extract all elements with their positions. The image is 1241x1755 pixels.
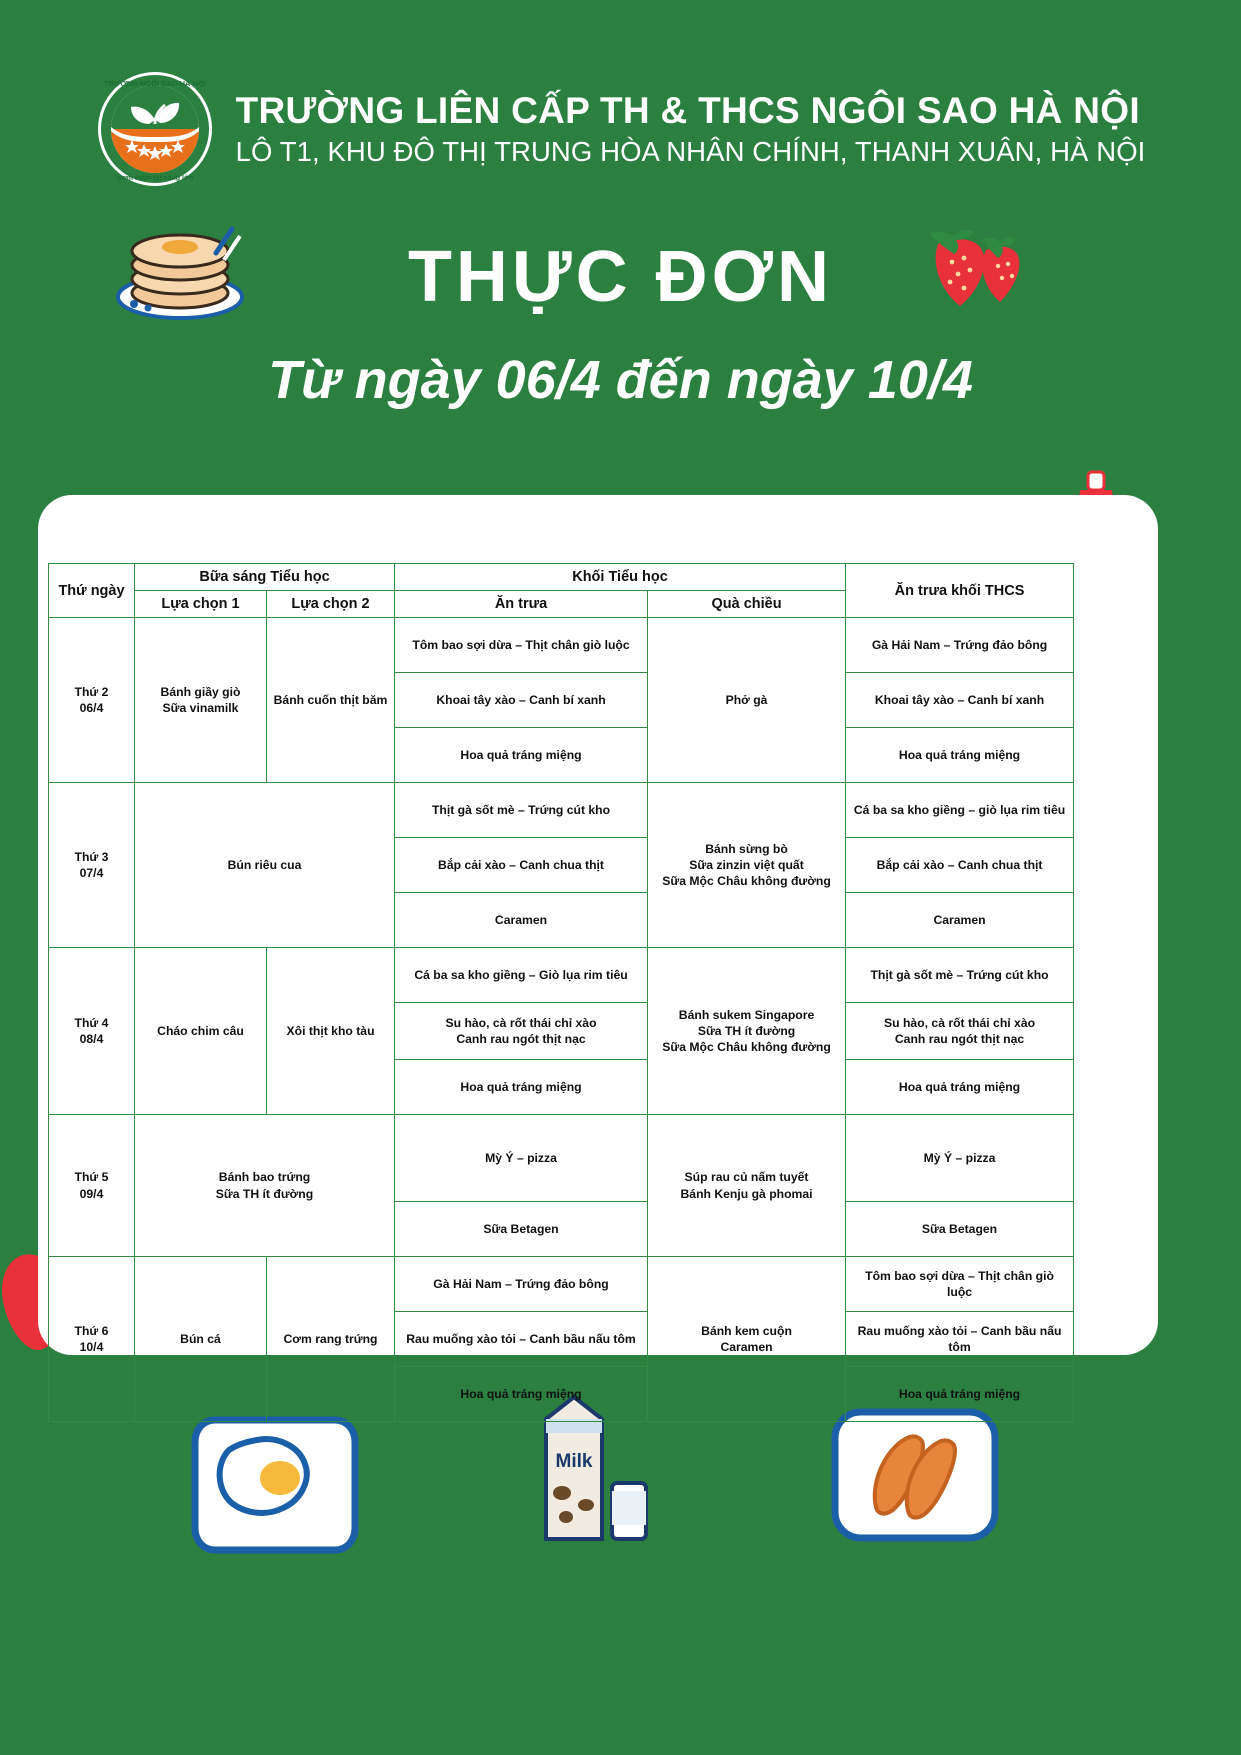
day-cell xyxy=(49,618,135,783)
thcs-line: Su hào, cà rốt thái chỉ xào xyxy=(884,1015,1036,1030)
school-name: TRƯỜNG LIÊN CẤP TH & THCS NGÔI SAO HÀ NỘI xyxy=(235,89,1140,131)
thcs-dish: Hoa quả tráng miệng xyxy=(846,728,1074,783)
breakfast-choice-2: Bánh cuốn thịt băm xyxy=(267,618,395,783)
day-cell xyxy=(49,1257,135,1422)
day-date: 08/4 xyxy=(79,1032,104,1046)
strawberry-icon xyxy=(900,210,1030,325)
breakfast-merged xyxy=(135,1115,395,1257)
day-label: Thứ 3 xyxy=(74,849,109,864)
snack-cell: Phở gà xyxy=(648,618,846,783)
breakfast-choice-1: Cháo chim câu xyxy=(135,948,267,1115)
lunch-dish: Hoa quả tráng miệng xyxy=(395,1367,648,1422)
table-row xyxy=(49,783,1074,838)
breakfast-line: Sữa TH ít đường xyxy=(215,1186,314,1201)
snack-line: Sữa zinzin việt quất xyxy=(689,857,804,872)
day-cell xyxy=(49,1115,135,1257)
choice1-line1: Bánh giầy giò xyxy=(160,684,241,699)
header-choice-1: Lựa chọn 1 xyxy=(135,591,267,618)
thcs-dish: Thịt gà sốt mè – Trứng cút kho xyxy=(846,948,1074,1003)
svg-text:ươm mầm tài năng lớn: ươm mầm tài năng lớn xyxy=(116,175,193,182)
school-logo-icon xyxy=(96,70,214,188)
thcs-dish: Cá ba sa kho giềng – giò lụa rim tiêu xyxy=(846,783,1074,838)
lunch-dish: Cá ba sa kho giềng – Giò lụa rim tiêu xyxy=(395,948,648,1003)
thcs-dish: Rau muống xào tỏi – Canh bầu nấu tôm xyxy=(846,1312,1074,1367)
choice1-line2: Sữa vinamilk xyxy=(162,701,239,715)
lunch-dish: Hoa quả tráng miệng xyxy=(395,728,648,783)
breakfast-choice-2: Xôi thịt kho tàu xyxy=(267,948,395,1115)
header-breakfast-group: Bữa sáng Tiểu học xyxy=(135,564,395,591)
snack-line: Sữa Mộc Châu không đường xyxy=(662,874,831,889)
day-label: Thứ 5 xyxy=(74,1170,109,1185)
snack-line: Sữa TH ít đường xyxy=(697,1023,796,1038)
page-title: THỰC ĐƠN xyxy=(407,237,834,317)
lunch-dish: Khoai tây xào – Canh bí xanh xyxy=(395,673,648,728)
thcs-dish: Sữa Betagen xyxy=(846,1202,1074,1257)
snack-line: Bánh sukem Singapore xyxy=(678,1007,815,1022)
thcs-dish xyxy=(846,1003,1074,1060)
table-header-row-1 xyxy=(49,564,1074,591)
snack-line: Sữa Mộc Châu không đường xyxy=(662,1040,831,1055)
day-date: 09/4 xyxy=(79,1186,104,1201)
thcs-dish: Hoa quả tráng miệng xyxy=(846,1367,1074,1422)
day-date: 10/4 xyxy=(79,1340,104,1354)
thcs-line: Canh rau ngót thịt nạc xyxy=(894,1032,1025,1046)
table-row xyxy=(49,1257,1074,1312)
day-label: Thứ 2 xyxy=(74,684,109,699)
lunch-dish: Thịt gà sốt mè – Trứng cút kho xyxy=(395,783,648,838)
thcs-dish: Gà Hải Nam – Trứng đảo bông xyxy=(846,618,1074,673)
lunch-dish: Gà Hải Nam – Trứng đảo bông xyxy=(395,1257,648,1312)
snack-line: Bánh kem cuộn xyxy=(701,1323,792,1338)
header-lunch: Ăn trưa xyxy=(395,591,648,618)
lunch-dish: Caramen xyxy=(395,893,648,948)
header-snack: Quà chiều xyxy=(648,591,846,618)
thcs-dish: Khoai tây xào – Canh bí xanh xyxy=(846,673,1074,728)
breakfast-choice-1: Bún cá xyxy=(135,1257,267,1422)
day-label: Thứ 4 xyxy=(74,1015,109,1030)
day-label: Thứ 6 xyxy=(74,1323,109,1338)
snack-line: Bánh sừng bò xyxy=(705,841,788,856)
header-choice-2: Lựa chọn 2 xyxy=(267,591,395,618)
snack-cell xyxy=(648,1115,846,1257)
snack-cell xyxy=(648,783,846,948)
lunch-dish: Mỳ Ý – pizza xyxy=(395,1115,648,1202)
table-row xyxy=(49,1115,1074,1202)
day-cell xyxy=(49,948,135,1115)
lunch-dish xyxy=(395,1003,648,1060)
pancake-icon xyxy=(108,205,258,330)
lunch-dish: Sữa Betagen xyxy=(395,1202,648,1257)
header-thcs-lunch: Ăn trưa khối THCS xyxy=(846,564,1074,618)
lunch-line: Su hào, cà rốt thái chỉ xào xyxy=(445,1015,597,1030)
thcs-dish: Tôm bao sợi dừa – Thịt chân giò luộc xyxy=(846,1257,1074,1312)
breakfast-line: Bánh bao trứng xyxy=(218,1170,311,1185)
thcs-dish: Caramen xyxy=(846,893,1074,948)
table-row xyxy=(49,618,1074,673)
table-row xyxy=(49,948,1074,1003)
day-date: 06/4 xyxy=(79,701,104,715)
snack-line: Súp rau củ nấm tuyết xyxy=(684,1170,809,1185)
snack-cell xyxy=(648,948,846,1115)
lunch-dish: Bắp cải xào – Canh chua thịt xyxy=(395,838,648,893)
lunch-dish: Rau muống xào tỏi – Canh bầu nấu tôm xyxy=(395,1312,648,1367)
lunch-dish: Hoa quả tráng miệng xyxy=(395,1060,648,1115)
lunch-line: Canh rau ngót thịt nạc xyxy=(456,1032,586,1046)
svg-text:Milk: Milk xyxy=(555,1451,593,1472)
menu-table xyxy=(48,563,1074,1422)
svg-text:TRƯỜNG NGÔI SAO HÀ NỘI: TRƯỜNG NGÔI SAO HÀ NỘI xyxy=(103,79,206,88)
breakfast-choice-2: Cơm rang trứng xyxy=(267,1257,395,1422)
thcs-dish: Hoa quả tráng miệng xyxy=(846,1060,1074,1115)
date-range: Từ ngày 06/4 đến ngày 10/4 xyxy=(268,350,973,410)
breakfast-choice-1 xyxy=(135,618,267,783)
lunch-dish: Tôm bao sợi dừa – Thịt chân giò luộc xyxy=(395,618,648,673)
page-header xyxy=(0,70,1241,188)
snack-line: Bánh Kenju gà phomai xyxy=(680,1186,813,1201)
header-day: Thứ ngày xyxy=(49,564,135,618)
thcs-dish: Bắp cải xào – Canh chua thịt xyxy=(846,838,1074,893)
school-address: LÔ T1, KHU ĐÔ THỊ TRUNG HÒA NHÂN CHÍNH, THANH XUÂN, HÀ NỘI xyxy=(235,136,1146,168)
day-cell xyxy=(49,783,135,948)
snack-cell xyxy=(648,1257,846,1422)
breakfast-merged: Bún riêu cua xyxy=(135,783,395,948)
thcs-dish: Mỳ Ý – pizza xyxy=(846,1115,1074,1202)
snack-line: Caramen xyxy=(720,1340,773,1354)
header-primary-group: Khối Tiểu học xyxy=(395,564,846,591)
day-date: 07/4 xyxy=(79,866,104,880)
